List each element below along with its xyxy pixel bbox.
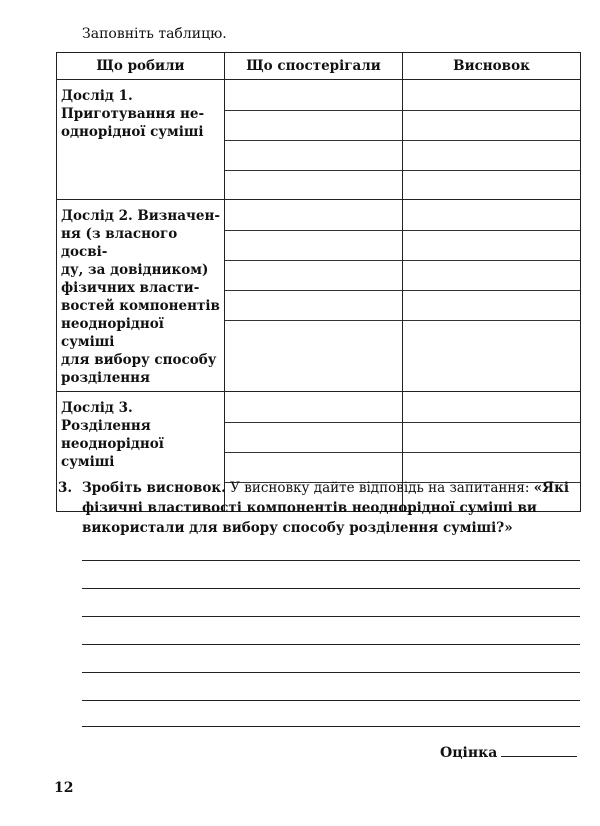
experiment-2-observed-field[interactable] (225, 200, 403, 392)
writing-rule (403, 110, 580, 111)
writing-rule (403, 230, 580, 231)
answer-line[interactable] (82, 672, 580, 673)
experiment-2-description (57, 200, 225, 392)
task-instruction: У висновку дайте відповідь на запитання: (230, 480, 530, 496)
experiment-2-title: Дослід 2. (61, 208, 133, 224)
grade-field (440, 742, 577, 761)
experiment-1-title: Дослід 1. (61, 88, 133, 104)
table-row-experiment-2 (57, 200, 581, 392)
writing-rule (403, 140, 580, 141)
writing-rule (225, 452, 402, 453)
writing-rule (403, 452, 580, 453)
experiment-1-conclusion-field[interactable] (403, 80, 581, 200)
header-what-observed: Що спостерігали (225, 53, 403, 80)
answer-line[interactable] (82, 726, 580, 727)
task-question: «Які фізичні властивості компонентів неоднорідної суміші ви використали для вибору способу розділення суміші?» (82, 480, 569, 536)
task-3 (58, 478, 590, 538)
experiment-2-line: ду, за довідником) (61, 262, 209, 278)
writing-rule (225, 260, 402, 261)
answer-line[interactable] (82, 588, 580, 589)
experiment-3-title: Дослід 3. (61, 400, 133, 416)
answer-line[interactable] (82, 700, 580, 701)
table-header-row (57, 53, 581, 80)
answer-line[interactable] (82, 644, 580, 645)
experiment-2-line: фізичних власти- (61, 280, 200, 296)
writing-rule (225, 422, 402, 423)
writing-rule (403, 260, 580, 261)
writing-rule (225, 140, 402, 141)
writing-rule (225, 170, 402, 171)
experiment-table (56, 52, 581, 512)
experiment-1-line: однорідної суміші (61, 124, 204, 140)
experiment-1-observed-field[interactable] (225, 80, 403, 200)
table-instruction: Заповніть таблицю. (82, 26, 227, 42)
writing-rule (403, 290, 580, 291)
experiment-1-line: Приготування не- (61, 106, 205, 122)
grade-label: Оцінка (440, 745, 498, 761)
table-row-experiment-1 (57, 80, 581, 200)
writing-rule (225, 110, 402, 111)
header-conclusion: Висновок (403, 53, 581, 80)
writing-rule (403, 422, 580, 423)
header-what-done: Що робили (57, 53, 225, 80)
writing-rule (403, 170, 580, 171)
answer-line[interactable] (82, 560, 580, 561)
task-number: 3. (58, 480, 73, 496)
answer-line[interactable] (82, 616, 580, 617)
experiment-2-conclusion-field[interactable] (403, 200, 581, 392)
experiment-3-line: Розділення (61, 418, 151, 434)
writing-rule (225, 230, 402, 231)
experiment-2-line: розділення (61, 370, 151, 386)
experiment-2-line: неоднорідної суміші (61, 316, 164, 350)
experiment-2-line: ня (з власного досві- (61, 226, 178, 260)
task-text (82, 478, 590, 538)
writing-rule (225, 320, 402, 321)
writing-rule (225, 290, 402, 291)
experiment-2-line: востей компонентів (61, 298, 220, 314)
page-number: 12 (54, 780, 74, 796)
task-heading: Зробіть висновок. (82, 480, 226, 496)
experiment-1-description (57, 80, 225, 200)
experiment-3-line: неоднорідної суміші (61, 436, 164, 470)
writing-rule (403, 320, 580, 321)
grade-blank[interactable] (501, 742, 577, 757)
experiment-2-line: Визначен- (137, 208, 220, 224)
experiment-2-line: для вибору способу (61, 352, 217, 368)
